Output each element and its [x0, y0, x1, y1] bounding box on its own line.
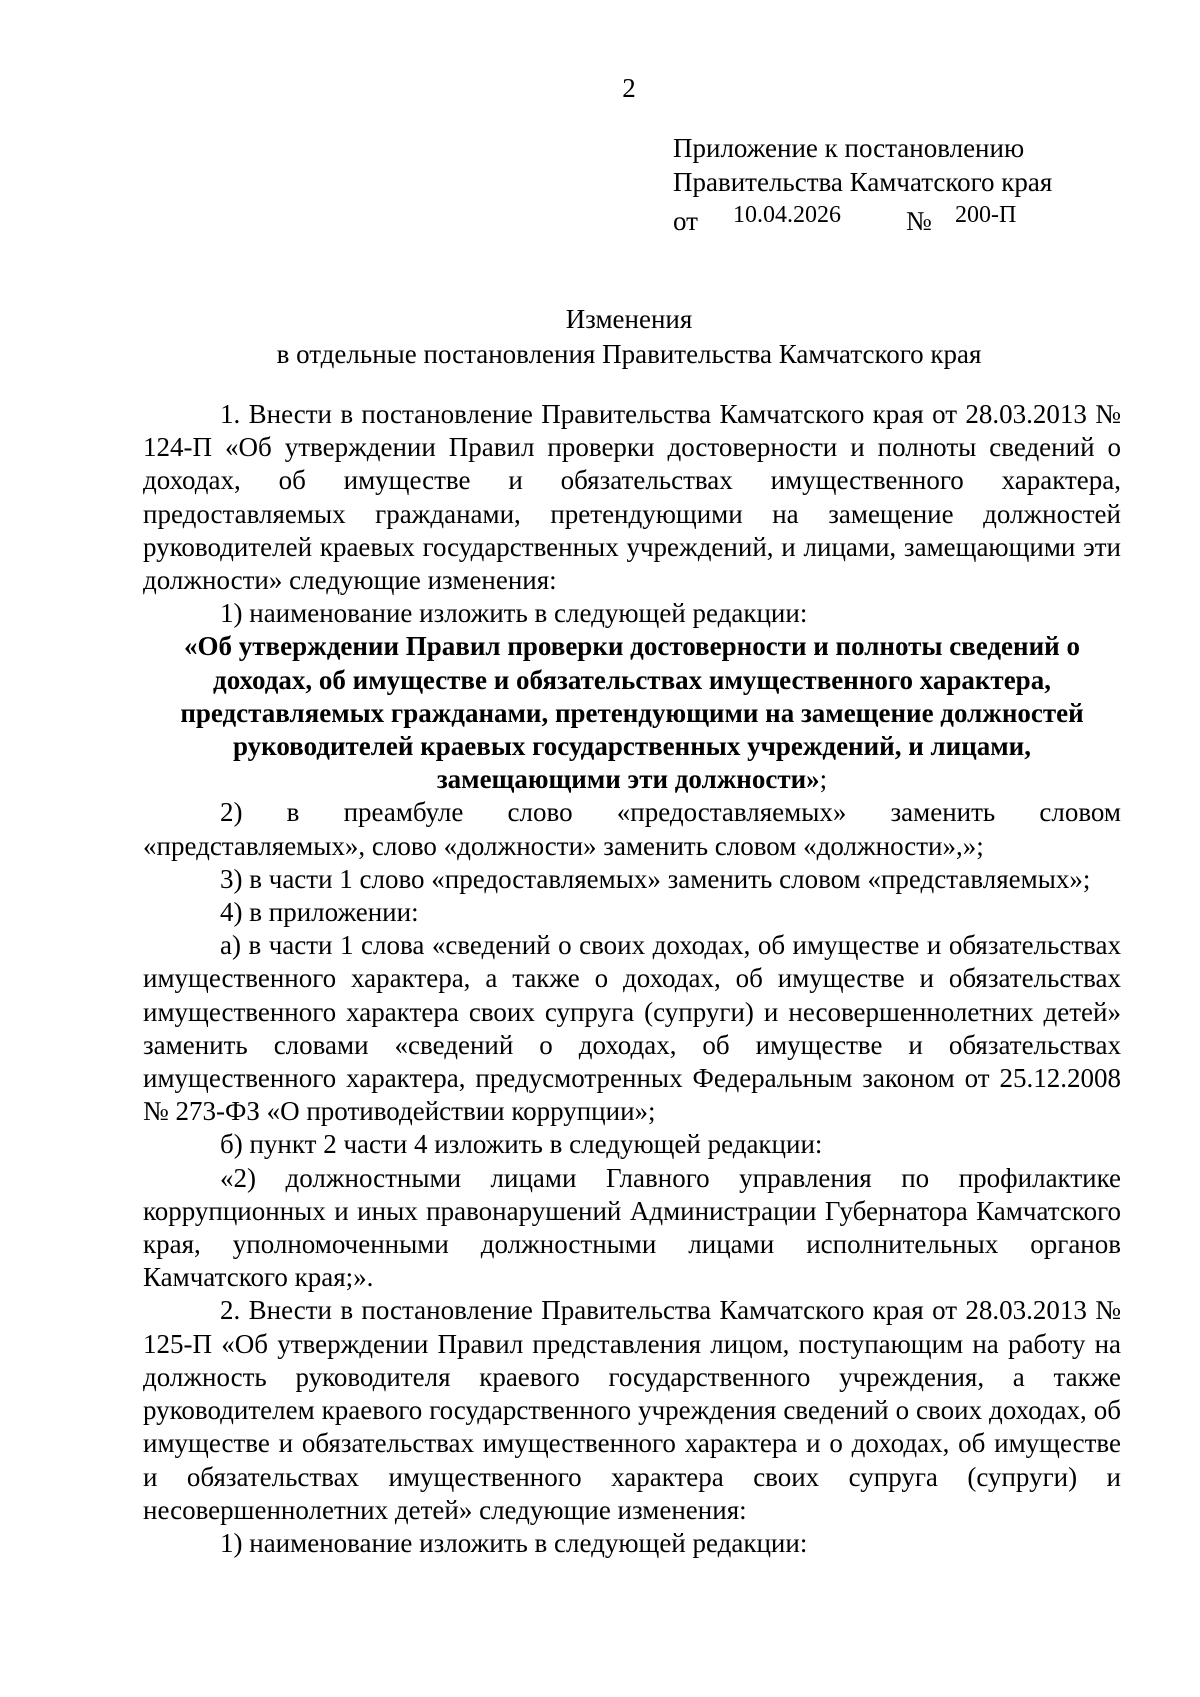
number-label: №: [906, 206, 932, 236]
resolution-reference: [673, 199, 1153, 236]
paragraph-1-item-4b: б) пункт 2 части 4 изложить в следующей редакции:: [220, 1129, 823, 1160]
appendix-header-line2: Правительства Камчатского края: [673, 166, 1053, 197]
paragraph-1-item-4b-text: «2) должностными лицами Главного управления по профилактике коррупционных и иных правонарушений Администрации Губернатора Камчатского края, уполномоченными должностными лицами исполнительных органов Камчатского края;».: [143, 1162, 1121, 1293]
new-title-quote-text: «Об утверждении Правил проверки достоверности и полноты сведений о доходах, об имуществе и обязательствах имущественного характера, представляемых гражданами, претендующими на замещение должностей руководителей краевых государственных учреждений, и лицами, замещающими эти должности»: [180, 631, 1084, 795]
resolution-date: 10.04.2026: [733, 202, 841, 228]
new-title-quote-tail: ;: [819, 764, 828, 795]
paragraph-1-item-2: 2) в преамбуле слово «предоставляемых» заменить словом «представляемых», слово «должности» заменить словом «должности»,»;: [143, 797, 1121, 861]
paragraph-1-item-1: 1) наименование изложить в следующей редакции:: [220, 598, 808, 629]
paragraph-2-item-1: 1) наименование изложить в следующей редакции:: [220, 1527, 808, 1558]
paragraph-1-item-4: 4) в приложении:: [220, 897, 419, 928]
title-line2: в отдельные постановления Правительства Камчатского края: [276, 339, 982, 369]
title-line1: Изменения: [565, 304, 693, 334]
document-body: [143, 398, 1121, 1560]
resolution-number: 200-П: [955, 202, 1017, 228]
paragraph-1-item-4a: а) в части 1 слова «сведений о своих доходах, об имуществе и обязательствах имущественного характера, а также о доходах, об имуществе и обязательствах имущественного характера своих супруга (супруги) и несовершеннолетних детей» заменить словами «сведений о доходах, об имуществе и обязательствах имущественного характера, предусмотренных Федеральным законом от 25.12.2008 № 273-ФЗ «О противодействии коррупции»;: [143, 930, 1121, 1127]
new-title-quote: [143, 630, 1121, 796]
document-title: [0, 302, 1200, 372]
paragraph-1-item-3: 3) в части 1 слово «предоставляемых» заменить словом «представляемых»;: [220, 863, 1091, 894]
from-label: от: [673, 206, 698, 236]
appendix-header-line1: Приложение к постановлению: [673, 133, 1025, 163]
page-number: 2: [622, 73, 636, 103]
appendix-header: [673, 132, 1153, 236]
paragraph-1: 1. Внести в постановление Правительства Камчатского края от 28.03.2013 № 124-П «Об утверждении Правил проверки достоверности и полноты сведений о доходах, об имуществе и обязательствах имущественного характера, предоставляемых гражданами, претендующими на замещение должностей руководителей краевых государственных учреждений, и лицами, замещающими эти должности» следующие изменения:: [143, 399, 1121, 596]
paragraph-2: 2. Внести в постановление Правительства Камчатского края от 28.03.2013 № 125-П «Об утверждении Правил представления лицом, поступающим на работу на должность руководителя краевого государственного учреждения, а также руководителем краевого государственного учреждения сведений о своих доходах, об имуществе и обязательствах имущественного характера и о доходах, об имуществе и обязательствах имущественного характера своих супруга (супруги) и несовершеннолетних детей» следующие изменения:: [143, 1295, 1121, 1525]
